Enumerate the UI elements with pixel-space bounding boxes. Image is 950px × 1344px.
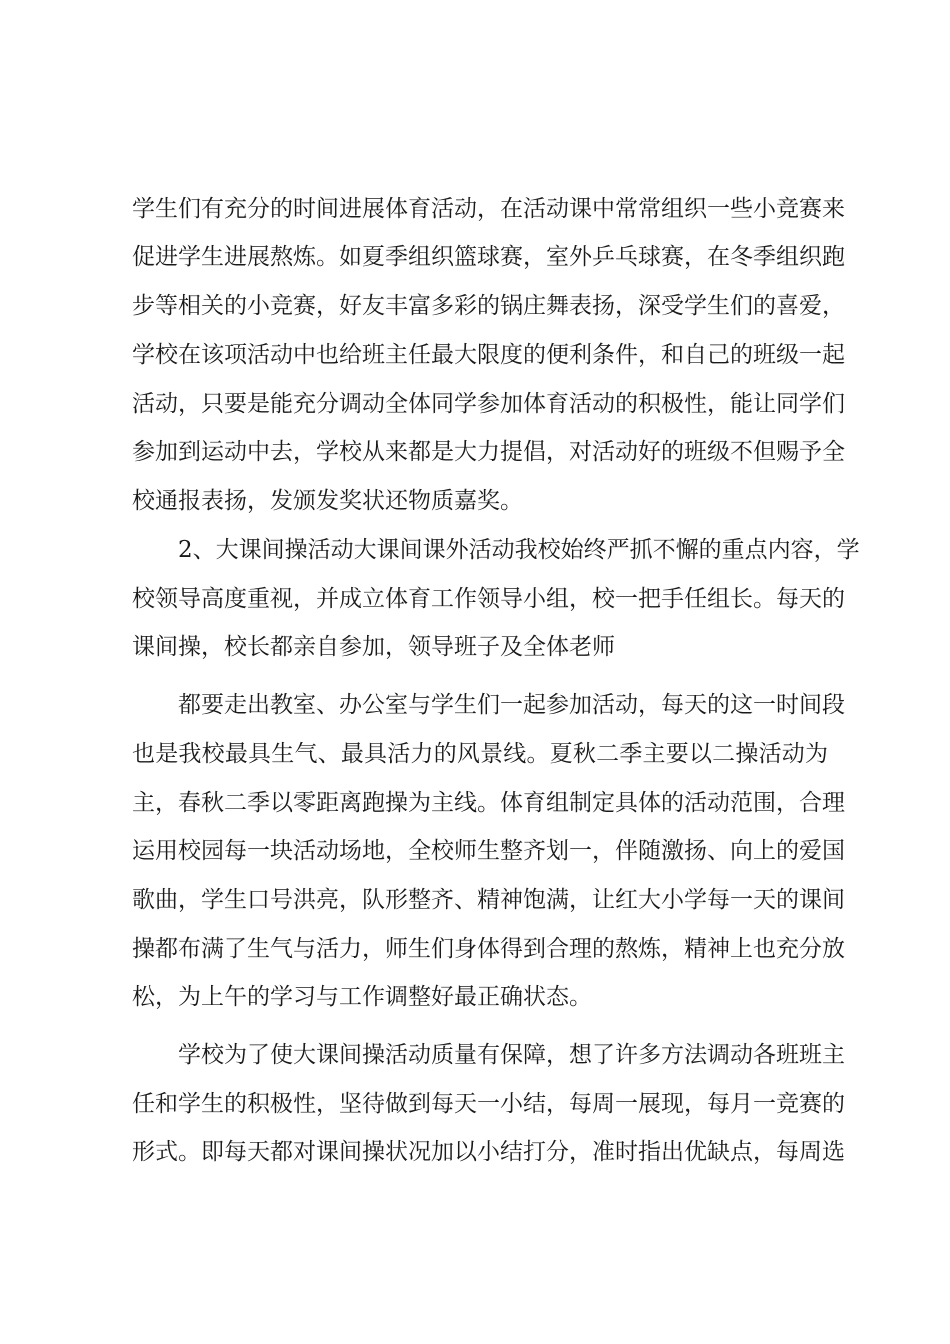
text-line	[0, 978, 950, 1018]
text-line-content: 歌曲，学生口号洪亮，队形整齐、精神饱满，让红大小学每一天的课间	[132, 887, 845, 913]
text-line-content: 学校为了使大课间操活动质量有保障，想了许多方法调动各班班主	[178, 1042, 845, 1068]
text-line-content: 操都布满了生气与活力，师生们身体得到合理的熬炼，精神上也充分放	[132, 936, 845, 962]
text-line-content: 学生们有充分的时间进展体育活动，在活动课中常常组织一些小竞赛来	[132, 196, 845, 222]
text-line-content: 促进学生进展熬炼。如夏季组织篮球赛，室外乒乓球赛，在冬季组织跑	[132, 244, 845, 270]
text-line	[0, 628, 950, 668]
text-line-content: 任和学生的积极性，坚待做到每天一小结，每周一展现，每月一竞赛的	[132, 1091, 845, 1117]
text-line	[0, 784, 950, 824]
text-line-content: 校通报表扬，发颁发奖状还物质嘉奖。	[132, 488, 523, 514]
text-line-content: 参加到运动中去，学校从来都是大力提倡，对活动好的班级不但赐予全	[132, 439, 845, 465]
text-line	[0, 190, 950, 230]
text-line-content: 运用校园每一块活动场地，全校师生整齐划一，伴随激扬、向上的爱国	[132, 838, 845, 864]
text-line	[0, 580, 950, 620]
text-line-content: 步等相关的小竞赛，好友丰富多彩的锅庄舞表扬，深受学生们的喜爱，	[132, 293, 845, 319]
text-line-content: 活动，只要是能充分调动全体同学参加体育活动的积极性，能让同学们	[132, 391, 845, 417]
text-line-content: 形式。即每天都对课间操状况加以小结打分，准时指出优缺点，每周选	[132, 1139, 845, 1165]
text-line	[0, 930, 950, 970]
text-line	[0, 433, 950, 473]
text-line	[0, 238, 950, 278]
text-line-content: 松，为上午的学习与工作调整好最正确状态。	[132, 984, 592, 1010]
text-line-content: 都要走出教室、办公室与学生们一起参加活动，每天的这一时间段	[178, 692, 845, 718]
text-line-content: 校领导高度重视，并成立体育工作领导小组，校一把手任组长。每天的	[132, 586, 845, 612]
text-line	[0, 735, 950, 775]
text-line	[0, 287, 950, 327]
text-line	[0, 531, 950, 571]
text-line	[0, 336, 950, 376]
text-line-content: 主，春秋二季以零距离跑操为主线。体育组制定具体的活动范围，合理	[132, 790, 845, 816]
text-line	[0, 686, 950, 726]
text-line	[0, 1036, 950, 1076]
text-line	[0, 832, 950, 872]
text-line-content: 2、大课间操活动大课间课外活动我校始终严抓不懈的重点内容，学	[178, 537, 860, 563]
text-line-content: 学校在该项活动中也给班主任最大限度的便利条件，和自己的班级一起	[132, 342, 845, 368]
text-line	[0, 1085, 950, 1125]
text-line-content: 也是我校最具生气、最具活力的风景线。夏秋二季主要以二操活动为	[132, 741, 828, 767]
text-line	[0, 1133, 950, 1173]
text-line	[0, 385, 950, 425]
text-line	[0, 881, 950, 921]
text-line	[0, 482, 950, 522]
text-line-content: 课间操，校长都亲自参加，领导班子及全体老师	[132, 634, 615, 660]
